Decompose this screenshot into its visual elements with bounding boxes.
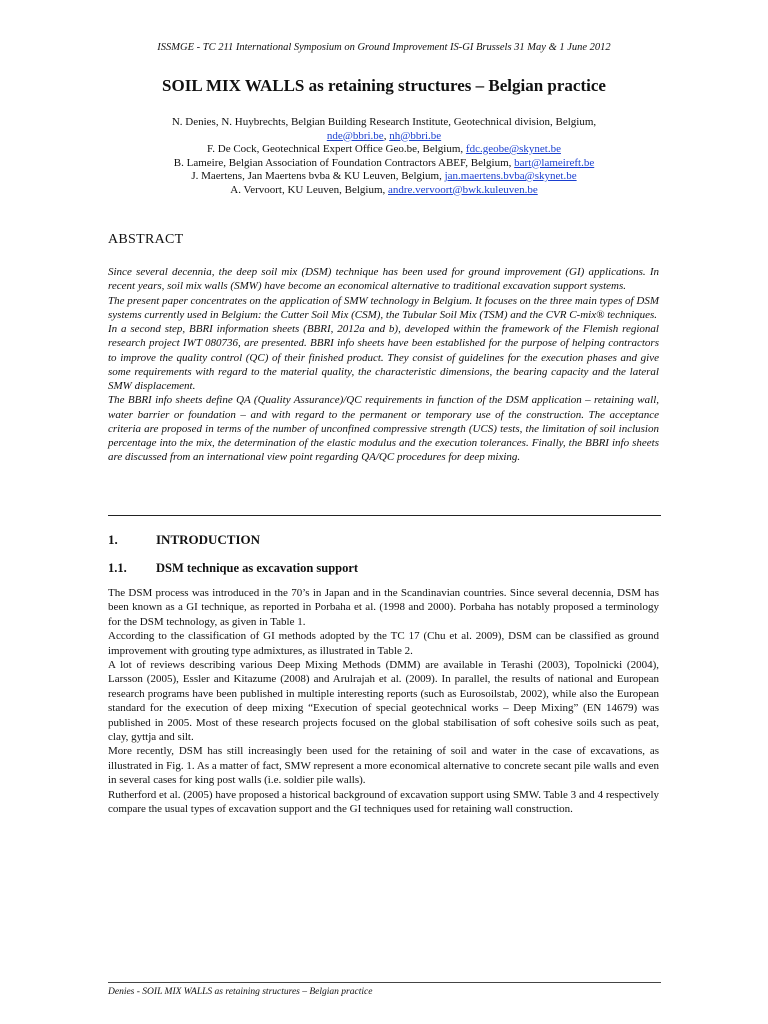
author-line-2 <box>60 130 708 144</box>
abstract-paragraph: The BBRI info sheets define QA (Quality Assurance)/QC requirements in function of the DSM application – retaining wall, water barrier or foundation – and with regard to the permanent or temporary use of the construction. The acceptance criteria are proposed in terms of the number of unconfined compressive strength (UCS) tests, the limitation of soil inclusion percentage into the mix, the determination of the elastic modulus and the execution tolerances. Finally, the BBRI info sheets are discussed from an international view point regarding QA/QC procedures for deep mixing. <box>108 394 659 464</box>
author-line-6 <box>60 184 708 198</box>
running-header: ISSMGE - TC 211 International Symposium on Ground Improvement IS-GI Brussels 31 May & 1 June 2012 <box>157 42 611 53</box>
section-title: INTRODUCTION <box>156 532 261 547</box>
paper-title: SOIL MIX WALLS as retaining structures – Belgian practice <box>162 76 606 95</box>
author-text: F. De Cock, Geotechnical Expert Office Geo.be, Belgium, <box>207 143 466 155</box>
abstract-paragraph: In a second step, BBRI information sheets (BBRI, 2012a and b), developed within the framework of the Flemish regional research project IWT 080736, are presented. BBRI info sheets have been established for the purpose of helping contractors to improve the quality control (QC) of their finished product. They consist of guidelines for the execution phases and give some requirements with regard to the material quality, the characteristic dimensions, the bearing capacity and the lateral SMW displacement. <box>108 323 659 392</box>
author-line-4 <box>60 157 708 171</box>
running-footer: Denies - SOIL MIX WALLS as retaining structures – Belgian practice <box>108 987 373 997</box>
subsection-heading <box>108 561 358 576</box>
subsection-number: 1.1. <box>108 561 127 575</box>
abstract-paragraph: Since several decennia, the deep soil mix (DSM) technique has been used for ground improvement (GI) applications. In recent years, soil mix walls (SMW) have become an economical alternative to traditional excavation support systems. <box>108 266 659 293</box>
author-line-5 <box>60 170 708 184</box>
subsection-title: DSM technique as excavation support <box>156 561 359 575</box>
email-link[interactable]: jan.maertens.bvba@skynet.be <box>444 170 577 182</box>
body-text <box>108 586 659 817</box>
body-paragraph: More recently, DSM has still increasingly been used for the retaining of soil and water in the case of excavations, as illustrated in Fig. 1. As a matter of fact, SMW represent a more economical alternative to concrete secant pile walls and even in several cases for king post walls (i.e. soldier pile walls). <box>108 745 659 787</box>
email-link[interactable]: nde@bbri.be <box>326 129 384 142</box>
author-text: J. Maertens, Jan Maertens bvba & KU Leuven, Belgium, <box>191 170 445 182</box>
email-separator: , <box>383 129 390 142</box>
author-line-3 <box>60 143 708 157</box>
author-block <box>60 116 708 197</box>
section-heading-introduction <box>108 532 260 548</box>
body-paragraph: According to the classification of GI methods adopted by the TC 17 (Chu et al. 2009), DSM can be classified as ground improvement with grouting type admixtures, as illustrated in Table 2. <box>108 630 659 657</box>
body-paragraph: The DSM process was introduced in the 70’s in Japan and in the Scandinavian countries. Since several decennia, DSM has been known as a GI technique, as reported in Porbaha et al. (1998 and 2000). Porbaha has notably proposed a terminology for the DSM technology, as given in Table 1. <box>108 587 659 628</box>
author-text: B. Lameire, Belgian Association of Foundation Contractors ABEF, Belgium, <box>173 156 515 169</box>
email-link[interactable]: fdc.geobe@skynet.be <box>465 143 561 155</box>
section-number: 1. <box>108 532 118 547</box>
author-text: A. Vervoort, KU Leuven, Belgium, <box>230 183 388 196</box>
email-link[interactable]: andre.vervoort@bwk.kuleuven.be <box>388 183 538 196</box>
body-paragraph: Rutherford et al. (2005) have proposed a historical background of excavation support using SMW. Table 3 and 4 respectively compare the usual types of excavation support and the GI techniques used for retaining wall construction. <box>108 788 659 816</box>
author-line-1: N. Denies, N. Huybrechts, Belgian Building Research Institute, Geotechnical division, Belgium, <box>171 116 597 128</box>
email-link[interactable]: nh@bbri.be <box>389 129 442 142</box>
body-paragraph: A lot of reviews describing various Deep Mixing Methods (DMM) are available in Terashi (2003), Topolnicki (2004), Larsson (2005), Essler and Kitazume (2008) and Arulrajah et al. (2009). In parallel, the results of national and European research programs have been published in multiple interesting reports (such as Eurosoilstab, 2002), while also the European standard for the execution of deep mixing “Execution of special geotechnical works – Deep Mixing” (EN 14679) was published in 2005. Most of these research projects focused on the global stabilisation of soft cohesive soils such as peat, clay, gyttja and silt. <box>108 659 659 744</box>
abstract-heading: ABSTRACT <box>108 232 184 247</box>
email-link[interactable]: bart@lameireft.be <box>514 156 595 169</box>
abstract-paragraph: The present paper concentrates on the application of SMW technology in Belgium. It focuses on the three main types of DSM systems currently used in Belgium: the Cutter Soil Mix (CSM), the Tubular Soil Mix (TSM) and the CVR C-mix® techniques. <box>108 294 659 321</box>
abstract-body <box>108 265 659 465</box>
section-divider <box>108 515 661 516</box>
footer-divider <box>108 982 661 983</box>
